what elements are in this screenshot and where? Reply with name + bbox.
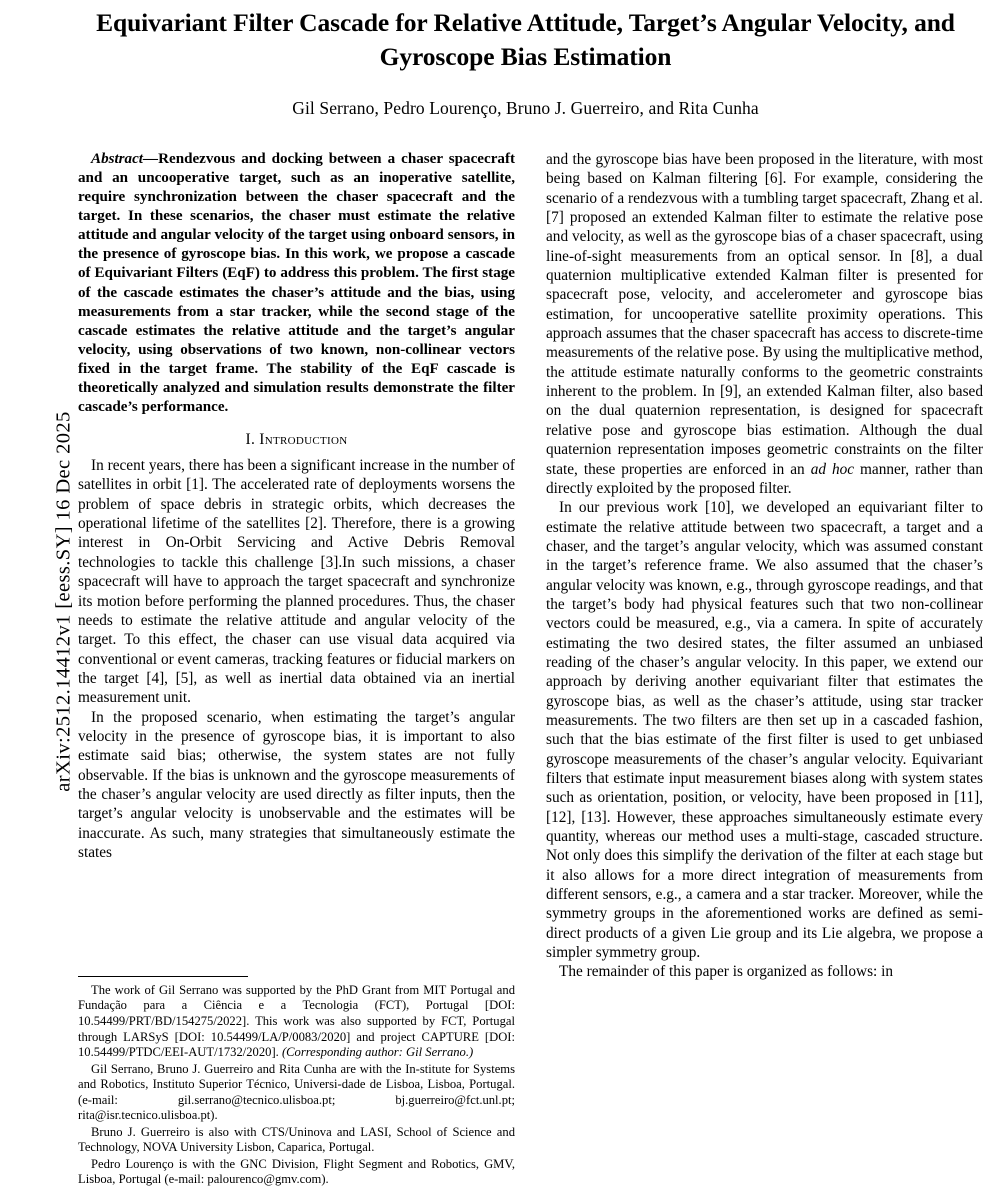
abstract-text: Rendezvous and docking between a chaser spacecraft and an uncooperative target, such as an inoperative satellite, require synchronization between the chaser spacecraft and the target. In these scenarios, the chaser must estimate the relative attitude and angular velocity of the target using onboard sensors, in the presence of gyroscope bias. In this work, we propose a cascade of Equivariant Filters (EqF) to address this problem. The first stage of the cascade estimates the chaser’s attitude and the bias, using measurements from a star tracker, while the second stage of the cascade estimates the relative attitude and the target’s angular velocity, using observations of two known, non-collinear vectors fixed in the target frame. The stability of the EqF cascade is theoretically analyzed and simulation results demonstrate the filter cascade’s performance. [78, 151, 515, 416]
footnote-4: Pedro Lourenço is with the GNC Division, Flight Segment and Robotics, GMV, Lisboa, Portugal (e-mail: palourenco@gmv.com). [78, 1156, 515, 1187]
arxiv-stamp: arXiv:2512.14412v1 [eess.SY] 16 Dec 2025 [52, 411, 75, 792]
page-title: Equivariant Filter Cascade for Relative Attitude, Target’s Angular Velocity, and Gyroscope Bias Estimation [96, 8, 955, 72]
two-column-body [78, 150, 983, 1195]
right-paragraph-1-tail: manner, rather than directly exploited by the proposed filter. [546, 460, 983, 497]
footnote-rule [78, 976, 248, 977]
author-list: Gil Serrano, Pedro Lourenço, Bruno J. Guerreiro, and Rita Cunha [292, 98, 759, 119]
footnote-1 [78, 983, 515, 1061]
ad-hoc-italic: ad hoc [810, 460, 855, 478]
right-paragraph-2: In our previous work [10], we developed an equivariant filter to estimate the relative attitude between two spacecraft, a target and a chaser, and the target’s angular velocity, which was assumed constant in the target’s reference frame. We also assumed that the chaser’s angular velocity was known, e.g., through gyroscope readings, and that the target’s body had physical features such that two non-collinear vectors could be measured, e.g., via a camera. In spite of accurately estimating the two desired states, the filter assumed an unbiased reading of the chaser’s angular velocity. In this paper, we extend our approach by deriving another equivariant filter that estimates the gyroscope bias, as well as the chaser’s attitude, using star tracker measurements. The two filters are then set up in a cascaded fashion, such that the bias estimate of the first filter is used to get unbiased gyroscope measurements of the chaser’s angular velocity. Equivariant filters that estimate input measurement biases along with system states such as orientation, position, or velocity, have been proposed in [11], [12], [13]. However, these approaches simultaneously estimate every quantity, whereas our method uses a multi-stage, cascaded structure. Not only does this simplify the derivation of the filter at each stage but it also allows for a more direct integration of measurements from different sensors, e.g., a camera and a star tracker. Moreover, while the symmetry groups in the aforementioned works are defined as semi-direct products of a given Lie group and its Lie algebra, we propose a simpler symmetry group. [546, 499, 983, 962]
left-paragraph-1: In recent years, there has been a significant increase in the number of satellites in orbit [1]. The accelerated rate of deployments worsens the problem of space debris in strategic orbits, which decreases the operational lifetime of the satellites [2]. Therefore, there is a growing interest in On-Orbit Servicing and Active Debris Removal technologies to tackle this challenge [3].In such missions, a chaser spacecraft will have to approach the target spacecraft and synchronize its motion before performing the planned procedures. Thus, the chaser needs to estimate the relative attitude and angular velocity of the target. To this effect, the chaser can use visual data acquired via conventional or event cameras, tracking features or fiducial markers on the target [4], [5], as well as inertial data obtained via an inertial measurement unit. [78, 457, 515, 707]
footnote-2: Gil Serrano, Bruno J. Guerreiro and Rita Cunha are with the In-stitute for Systems and Robotics, Instituto Superior Técnico, Universi-dade de Lisboa, Lisboa, Portugal. (e-mail: gil.serrano@tecnico.ulisboa.pt; bj.guerreiro@fct.unl.pt; rita@isr.tecnico.ulisboa.pt). [78, 1061, 515, 1123]
right-paragraph-1 [546, 150, 983, 498]
right-paragraph-3: The remainder of this paper is organized as follows: in [559, 963, 894, 981]
abstract-label: Abstract— [91, 151, 159, 167]
footnote-3: Bruno J. Guerreiro is also with CTS/Uninova and LASI, School of Science and Technology, NOVA University Lisbon, Caparica, Portugal. [78, 1124, 515, 1155]
right-column [546, 150, 983, 1195]
left-paragraph-2: In the proposed scenario, when estimating the target’s angular velocity in the presence of gyroscope bias, it is important to also estimate said bias; otherwise, the system states are not fully observable. If the bias is unknown and the gyroscope measurements of the chaser’s angular velocity are used directly as filter inputs, then the target’s angular velocity is unobservable and the estimates will be inaccurate. As such, many strategies that simultaneously estimate the states [78, 708, 515, 861]
abstract-paragraph [78, 150, 515, 417]
left-column [78, 150, 515, 1195]
footnote-corresponding-author: (Corresponding author: Gil Serrano.) [281, 1045, 474, 1060]
right-paragraph-1-text: and the gyroscope bias have been proposed in the literature, with most being based on Kalman filtering [6]. For example, considering the scenario of a rendezvous with a tumbling target spacecraft, Zhang et al. [7] proposed an extended Kalman filter to estimate the relative pose and velocity, as well as the gyroscope bias of a chaser spacecraft, using line-of-sight measurements from an optical sensor. In [8], a dual quaternion multiplicative extended Kalman filter is presented for spacecraft pose, velocity, and accelerometer and gyroscope bias estimation, for uncooperative satellite proximity operations. This approach assumes that the chaser spacecraft has access to discrete-time measurements of the relative pose. By using the multiplicative method, the attitude estimate naturally conforms to the geometric constraints inherent to the problem. In [9], an extended Kalman filter, also based on the dual quaternion representation, is designed for spacecraft relative pose and gyroscope bias estimation. Although the dual quaternion representation imposes geometric constraints on the filter state, these properties are enforced in an [546, 151, 983, 478]
paper-content [78, 0, 983, 1200]
section-heading-introduction: I. Introduction [245, 431, 348, 449]
footnote-1-text: The work of Gil Serrano was supported by the PhD Grant from MIT Portugal and Fundação para a Ciência e a Tecnologia (FCT), Portugal [DOI: 10.54499/PRT/BD/154275/2022]. This work was also supported by FCT, Portugal through LARSyS [DOI: 10.54499/LA/P/0083/2020] and project CAPTURE [DOI: 10.54499/PTDC/EEI-AUT/1732/2020]. [78, 982, 515, 1060]
footnote-block [78, 964, 515, 1189]
